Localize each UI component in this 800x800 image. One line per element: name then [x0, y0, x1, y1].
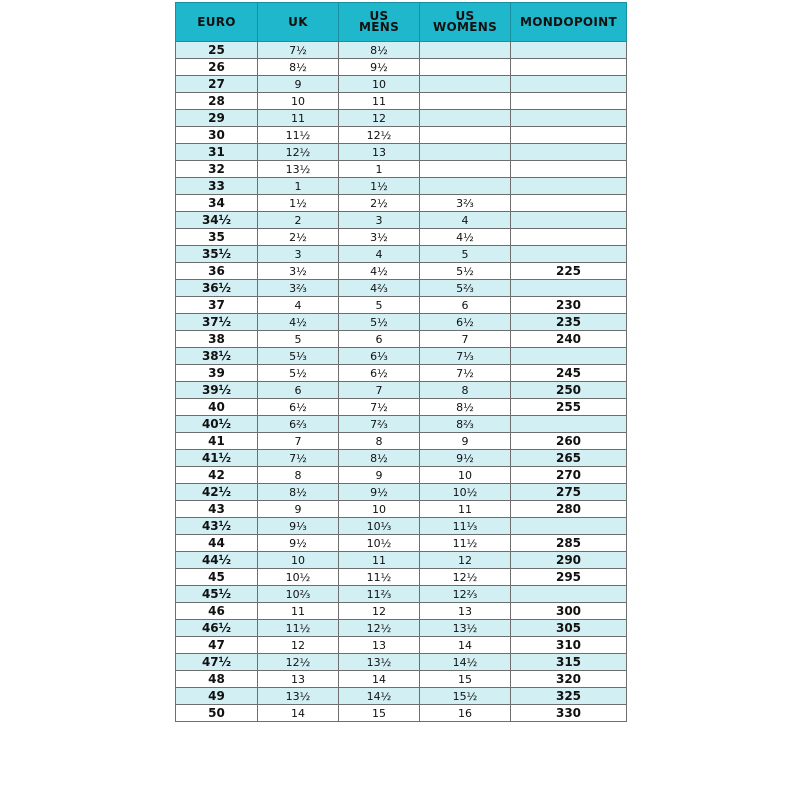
euro-cell: 35½ — [176, 246, 258, 263]
table-row — [176, 195, 627, 212]
us-womens-cell: 10 — [420, 467, 511, 484]
mondopoint-cell: 260 — [511, 433, 627, 450]
us-womens-cell: 10½ — [420, 484, 511, 501]
table-row — [176, 212, 627, 229]
table-row — [176, 93, 627, 110]
mondopoint-cell — [511, 161, 627, 178]
table-row — [176, 433, 627, 450]
euro-cell: 42 — [176, 467, 258, 484]
euro-cell: 42½ — [176, 484, 258, 501]
us-mens-cell: 13 — [339, 637, 420, 654]
us-mens-cell: 15 — [339, 705, 420, 722]
mondopoint-cell: 265 — [511, 450, 627, 467]
euro-cell: 38 — [176, 331, 258, 348]
uk-cell: 13½ — [258, 688, 339, 705]
table-row — [176, 603, 627, 620]
us-mens-cell: 6 — [339, 331, 420, 348]
mondopoint-cell: 275 — [511, 484, 627, 501]
us-womens-cell: 4 — [420, 212, 511, 229]
uk-cell: 12 — [258, 637, 339, 654]
uk-cell: 7 — [258, 433, 339, 450]
euro-cell: 47 — [176, 637, 258, 654]
mondopoint-cell — [511, 42, 627, 59]
table-row — [176, 280, 627, 297]
us-womens-cell: 16 — [420, 705, 511, 722]
us-womens-cell: 9½ — [420, 450, 511, 467]
table-row — [176, 654, 627, 671]
us-womens-cell: 9 — [420, 433, 511, 450]
table-row — [176, 314, 627, 331]
us-womens-cell: 5½ — [420, 263, 511, 280]
uk-cell: 4½ — [258, 314, 339, 331]
mondopoint-cell — [511, 195, 627, 212]
euro-cell: 41½ — [176, 450, 258, 467]
euro-cell: 48 — [176, 671, 258, 688]
uk-cell: 10 — [258, 93, 339, 110]
us-womens-cell: 5 — [420, 246, 511, 263]
us-mens-cell: 11 — [339, 552, 420, 569]
uk-cell: 13½ — [258, 161, 339, 178]
us-womens-cell: 4½ — [420, 229, 511, 246]
uk-cell: 11½ — [258, 620, 339, 637]
us-womens-cell: 5⅔ — [420, 280, 511, 297]
mondopoint-cell: 310 — [511, 637, 627, 654]
us-mens-cell: 10½ — [339, 535, 420, 552]
euro-cell: 26 — [176, 59, 258, 76]
size-rows — [176, 42, 627, 722]
header-uk: UK — [258, 3, 339, 42]
euro-cell: 36 — [176, 263, 258, 280]
table-row — [176, 688, 627, 705]
us-mens-cell: 5½ — [339, 314, 420, 331]
us-womens-cell: 15 — [420, 671, 511, 688]
us-womens-cell: 8½ — [420, 399, 511, 416]
table-row — [176, 365, 627, 382]
euro-cell: 43½ — [176, 518, 258, 535]
us-mens-cell: 14 — [339, 671, 420, 688]
mondopoint-cell: 300 — [511, 603, 627, 620]
euro-cell: 37 — [176, 297, 258, 314]
us-mens-cell: 7⅔ — [339, 416, 420, 433]
mondopoint-cell — [511, 586, 627, 603]
euro-cell: 32 — [176, 161, 258, 178]
table-row — [176, 620, 627, 637]
table-row — [176, 637, 627, 654]
table-row — [176, 246, 627, 263]
us-mens-cell: 7 — [339, 382, 420, 399]
us-mens-cell: 1½ — [339, 178, 420, 195]
uk-cell: 3 — [258, 246, 339, 263]
us-mens-cell: 10 — [339, 76, 420, 93]
euro-cell: 38½ — [176, 348, 258, 365]
table-row — [176, 331, 627, 348]
uk-cell: 8 — [258, 467, 339, 484]
header-us-womens: US WOMENS — [420, 3, 511, 42]
euro-cell: 37½ — [176, 314, 258, 331]
mondopoint-cell: 330 — [511, 705, 627, 722]
mondopoint-cell — [511, 76, 627, 93]
euro-cell: 33 — [176, 178, 258, 195]
us-womens-cell: 11⅓ — [420, 518, 511, 535]
table-row — [176, 348, 627, 365]
us-mens-cell: 10⅓ — [339, 518, 420, 535]
us-womens-cell — [420, 144, 511, 161]
us-mens-cell: 5 — [339, 297, 420, 314]
mondopoint-cell — [511, 416, 627, 433]
euro-cell: 40½ — [176, 416, 258, 433]
table-row — [176, 76, 627, 93]
euro-cell: 34 — [176, 195, 258, 212]
us-womens-cell — [420, 93, 511, 110]
euro-cell: 35 — [176, 229, 258, 246]
us-mens-cell: 8 — [339, 433, 420, 450]
table-row — [176, 229, 627, 246]
euro-cell: 43 — [176, 501, 258, 518]
us-womens-cell: 7 — [420, 331, 511, 348]
uk-cell: 13 — [258, 671, 339, 688]
euro-cell: 41 — [176, 433, 258, 450]
us-womens-cell: 8⅔ — [420, 416, 511, 433]
mondopoint-cell: 325 — [511, 688, 627, 705]
table-row — [176, 399, 627, 416]
euro-cell: 36½ — [176, 280, 258, 297]
us-mens-cell: 12 — [339, 603, 420, 620]
us-womens-cell: 3⅔ — [420, 195, 511, 212]
euro-cell: 34½ — [176, 212, 258, 229]
mondopoint-cell — [511, 280, 627, 297]
size-chart-table — [175, 2, 627, 722]
mondopoint-cell — [511, 246, 627, 263]
uk-cell: 8½ — [258, 484, 339, 501]
euro-cell: 49 — [176, 688, 258, 705]
table-row — [176, 263, 627, 280]
us-mens-cell: 13 — [339, 144, 420, 161]
table-row — [176, 705, 627, 722]
table-row — [176, 297, 627, 314]
euro-cell: 44 — [176, 535, 258, 552]
mondopoint-cell — [511, 110, 627, 127]
us-mens-cell: 4⅔ — [339, 280, 420, 297]
us-mens-cell: 3 — [339, 212, 420, 229]
euro-cell: 40 — [176, 399, 258, 416]
mondopoint-cell: 255 — [511, 399, 627, 416]
us-mens-cell: 9½ — [339, 484, 420, 501]
uk-cell: 10 — [258, 552, 339, 569]
euro-cell: 30 — [176, 127, 258, 144]
us-womens-cell: 7½ — [420, 365, 511, 382]
uk-cell: 1 — [258, 178, 339, 195]
us-womens-cell — [420, 178, 511, 195]
mondopoint-cell: 320 — [511, 671, 627, 688]
us-womens-cell: 13½ — [420, 620, 511, 637]
table-row — [176, 535, 627, 552]
header-row — [176, 3, 627, 42]
table-row — [176, 569, 627, 586]
mondopoint-cell — [511, 127, 627, 144]
uk-cell: 7½ — [258, 450, 339, 467]
us-womens-cell: 11 — [420, 501, 511, 518]
mondopoint-cell: 295 — [511, 569, 627, 586]
table-row — [176, 552, 627, 569]
us-mens-cell: 7½ — [339, 399, 420, 416]
us-womens-cell — [420, 127, 511, 144]
us-womens-cell: 8 — [420, 382, 511, 399]
uk-cell: 6½ — [258, 399, 339, 416]
us-mens-cell: 6⅓ — [339, 348, 420, 365]
uk-cell: 5½ — [258, 365, 339, 382]
uk-cell: 5 — [258, 331, 339, 348]
us-womens-cell — [420, 161, 511, 178]
us-womens-cell — [420, 110, 511, 127]
mondopoint-cell — [511, 144, 627, 161]
euro-cell: 45 — [176, 569, 258, 586]
euro-cell: 39 — [176, 365, 258, 382]
mondopoint-cell: 225 — [511, 263, 627, 280]
us-mens-cell: 12½ — [339, 620, 420, 637]
uk-cell: 4 — [258, 297, 339, 314]
mondopoint-cell — [511, 59, 627, 76]
mondopoint-cell: 315 — [511, 654, 627, 671]
us-womens-cell: 14 — [420, 637, 511, 654]
us-womens-cell: 12 — [420, 552, 511, 569]
table-row — [176, 586, 627, 603]
mondopoint-cell: 290 — [511, 552, 627, 569]
us-mens-cell: 9 — [339, 467, 420, 484]
uk-cell: 8½ — [258, 59, 339, 76]
us-womens-cell: 14½ — [420, 654, 511, 671]
table-row — [176, 416, 627, 433]
us-womens-cell: 11½ — [420, 535, 511, 552]
mondopoint-cell — [511, 229, 627, 246]
us-mens-cell: 1 — [339, 161, 420, 178]
table-row — [176, 178, 627, 195]
us-mens-cell: 4½ — [339, 263, 420, 280]
mondopoint-cell: 270 — [511, 467, 627, 484]
table-row — [176, 450, 627, 467]
us-mens-cell: 9½ — [339, 59, 420, 76]
us-mens-cell: 12 — [339, 110, 420, 127]
us-mens-cell: 13½ — [339, 654, 420, 671]
uk-cell: 12½ — [258, 654, 339, 671]
mondopoint-cell: 230 — [511, 297, 627, 314]
uk-cell: 6⅔ — [258, 416, 339, 433]
header-mondopoint: MONDOPOINT — [511, 3, 627, 42]
mondopoint-cell — [511, 178, 627, 195]
us-womens-cell: 6 — [420, 297, 511, 314]
euro-cell: 31 — [176, 144, 258, 161]
us-mens-cell: 4 — [339, 246, 420, 263]
us-womens-cell: 6½ — [420, 314, 511, 331]
us-mens-cell: 11⅔ — [339, 586, 420, 603]
mondopoint-cell — [511, 518, 627, 535]
euro-cell: 29 — [176, 110, 258, 127]
table-row — [176, 59, 627, 76]
table-row — [176, 467, 627, 484]
us-mens-cell: 11 — [339, 93, 420, 110]
mondopoint-cell — [511, 212, 627, 229]
mondopoint-cell: 245 — [511, 365, 627, 382]
euro-cell: 27 — [176, 76, 258, 93]
uk-cell: 3½ — [258, 263, 339, 280]
table-row — [176, 110, 627, 127]
euro-cell: 46½ — [176, 620, 258, 637]
uk-cell: 12½ — [258, 144, 339, 161]
mondopoint-cell: 285 — [511, 535, 627, 552]
uk-cell: 11 — [258, 110, 339, 127]
us-womens-cell: 7⅓ — [420, 348, 511, 365]
table-row — [176, 127, 627, 144]
us-womens-cell: 12½ — [420, 569, 511, 586]
us-mens-cell: 3½ — [339, 229, 420, 246]
euro-cell: 39½ — [176, 382, 258, 399]
header-euro: EURO — [176, 3, 258, 42]
us-womens-cell — [420, 59, 511, 76]
us-mens-cell: 8½ — [339, 450, 420, 467]
mondopoint-cell: 240 — [511, 331, 627, 348]
uk-cell: 9 — [258, 76, 339, 93]
uk-cell: 9⅓ — [258, 518, 339, 535]
uk-cell: 7½ — [258, 42, 339, 59]
euro-cell: 50 — [176, 705, 258, 722]
us-mens-cell: 10 — [339, 501, 420, 518]
mondopoint-cell — [511, 93, 627, 110]
us-womens-cell — [420, 42, 511, 59]
uk-cell: 14 — [258, 705, 339, 722]
uk-cell: 11½ — [258, 127, 339, 144]
uk-cell: 2 — [258, 212, 339, 229]
table-row — [176, 161, 627, 178]
table-row — [176, 671, 627, 688]
table-row — [176, 518, 627, 535]
euro-cell: 44½ — [176, 552, 258, 569]
euro-cell: 45½ — [176, 586, 258, 603]
us-mens-cell: 14½ — [339, 688, 420, 705]
uk-cell: 2½ — [258, 229, 339, 246]
table-row — [176, 484, 627, 501]
uk-cell: 6 — [258, 382, 339, 399]
header-us-mens: US MENS — [339, 3, 420, 42]
table-row — [176, 382, 627, 399]
us-mens-cell: 11½ — [339, 569, 420, 586]
us-womens-cell: 15½ — [420, 688, 511, 705]
us-womens-cell — [420, 76, 511, 93]
mondopoint-cell: 250 — [511, 382, 627, 399]
uk-cell: 9½ — [258, 535, 339, 552]
uk-cell: 11 — [258, 603, 339, 620]
table-row — [176, 501, 627, 518]
table-row — [176, 144, 627, 161]
euro-cell: 46 — [176, 603, 258, 620]
mondopoint-cell: 280 — [511, 501, 627, 518]
us-mens-cell: 2½ — [339, 195, 420, 212]
uk-cell: 3⅔ — [258, 280, 339, 297]
euro-cell: 47½ — [176, 654, 258, 671]
us-mens-cell: 12½ — [339, 127, 420, 144]
us-mens-cell: 8½ — [339, 42, 420, 59]
uk-cell: 9 — [258, 501, 339, 518]
uk-cell: 10½ — [258, 569, 339, 586]
uk-cell: 10⅔ — [258, 586, 339, 603]
table-row — [176, 42, 627, 59]
euro-cell: 28 — [176, 93, 258, 110]
uk-cell: 5⅓ — [258, 348, 339, 365]
us-mens-cell: 6½ — [339, 365, 420, 382]
mondopoint-cell: 235 — [511, 314, 627, 331]
mondopoint-cell: 305 — [511, 620, 627, 637]
us-womens-cell: 12⅔ — [420, 586, 511, 603]
us-womens-cell: 13 — [420, 603, 511, 620]
euro-cell: 25 — [176, 42, 258, 59]
uk-cell: 1½ — [258, 195, 339, 212]
mondopoint-cell — [511, 348, 627, 365]
